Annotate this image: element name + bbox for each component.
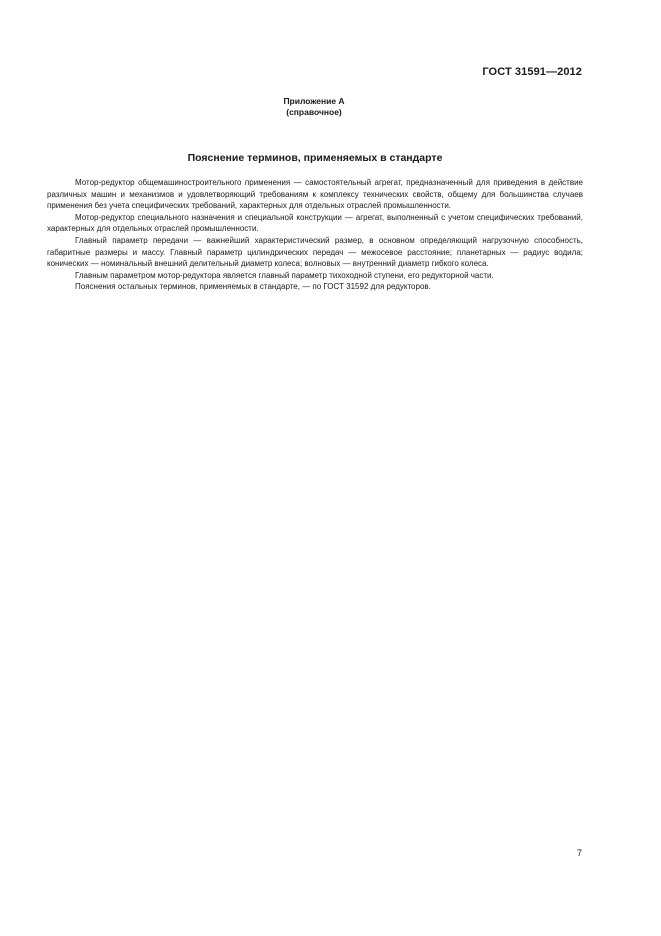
section-heading: Пояснение терминов, применяемых в стандарте — [187, 152, 443, 164]
paragraph-special-purpose: Мотор-редуктор специального назначения и специальной конструкции — агрегат, выполненный с учетом специфических требований, характерных для отдельных отраслей промышленности. — [47, 212, 583, 234]
paragraph-main-parameter-motor-reducer: Главным параметром мотор-редуктора является главный параметр тихоходной ступени, его редукторной части. — [75, 270, 494, 280]
page-number: 7 — [576, 848, 582, 858]
standard-number: ГОСТ 31591—2012 — [482, 66, 582, 78]
paragraph-main-parameter-gear: Главный параметр передачи — важнейший характеристический размер, в основном определяющий нагрузочную способность, габаритные размеры и массу. Главный параметр цилиндрических передач — межосевое расстояние; планетарных — радиус водила; конических — номинальный внешний делительный диаметр колеса; волновых — внутренний диаметр гибкого колеса. — [47, 235, 583, 269]
appendix-title: Приложение А — [283, 96, 345, 106]
paragraph-general-purpose: Мотор-редуктор общемашиностроительного применения — самостоятельный агрегат, предназначенный для приведения в действие различных машин и механизмов и удовлетворяющий требованиям к комплексу технических свойств, общему для большинства случаев применения без учета специфических требований, характерных для отдельных отраслей промышленности. — [47, 178, 583, 211]
appendix-subtitle: (справочное) — [286, 107, 342, 117]
body-text — [47, 177, 583, 293]
appendix-title-block — [0, 96, 628, 118]
paragraph-other-terms: Пояснения остальных терминов, применяемых в стандарте, — по ГОСТ 31592 для редукторов. — [75, 282, 431, 292]
